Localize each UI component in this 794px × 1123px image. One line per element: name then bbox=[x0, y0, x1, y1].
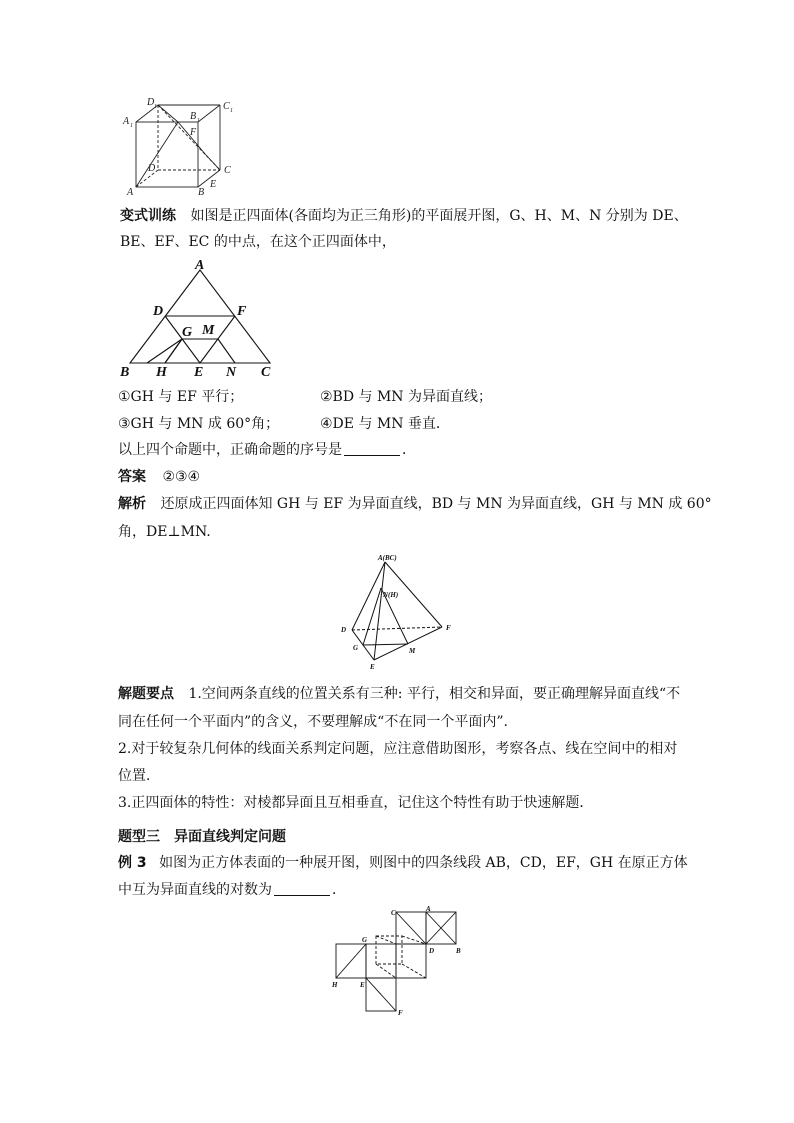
cube-sub-c1: 1 bbox=[230, 108, 233, 114]
cube-sub-b1: 1 bbox=[197, 118, 200, 124]
cube-label-c1: C bbox=[223, 101, 230, 112]
answer-blank bbox=[344, 441, 400, 456]
tetra-label-g: G bbox=[353, 644, 359, 652]
net-label-f: F bbox=[398, 1009, 403, 1017]
tri-label-e: E bbox=[194, 365, 204, 378]
option-3: ③GH 与 MN 成 60°角； bbox=[118, 416, 280, 432]
example-3-text-2: 中互为异面直线的对数为 bbox=[118, 882, 272, 898]
example-3-text-1: 如图为正方体表面的一种展开图，则图中的四条线段 AB，CD，EF，GH 在原正方体 bbox=[159, 855, 688, 871]
net-label-g: G bbox=[362, 936, 368, 944]
cube-label-a: A bbox=[127, 187, 134, 198]
analysis-line-1 bbox=[118, 494, 712, 514]
example-3-blank bbox=[274, 881, 330, 896]
cube-label-d1: D bbox=[147, 97, 155, 108]
net-label-a: A bbox=[426, 906, 431, 913]
net-label-d: D bbox=[429, 947, 435, 955]
tetra-label-d: D bbox=[341, 626, 347, 634]
tetra-label-e: E bbox=[370, 663, 375, 671]
example-3-end: ． bbox=[332, 882, 346, 898]
variant-head: 变式训练 bbox=[120, 208, 176, 224]
tri-label-h: H bbox=[156, 365, 167, 378]
option-4: ④DE 与 MN 垂直． bbox=[320, 416, 450, 432]
analysis-label: 解析 bbox=[118, 496, 146, 512]
variant-text-1: 如图是正四面体(各面均为正三角形)的平面展开图，G、H、M、N 分别为 DE、 bbox=[190, 208, 688, 224]
cube-label-a1: A bbox=[123, 116, 130, 127]
key-points-line-5: 3.正四面体的特性：对棱都异面且互相垂直，记住这个特性有助于快速解题． bbox=[118, 795, 594, 811]
key-points-line-1 bbox=[118, 684, 680, 704]
example-3-line-1 bbox=[118, 853, 688, 873]
cube-label-b: B bbox=[198, 187, 205, 198]
key-points-text-1: 1.空间两条直线的位置关系有三种: 平行，相交和异面，要正确理解异面直线“不 bbox=[188, 686, 681, 702]
tetra-label-f: F bbox=[446, 624, 451, 632]
answer-label: 答案 bbox=[118, 469, 146, 485]
net-label-c: C bbox=[391, 909, 396, 917]
tri-label-b: B bbox=[120, 365, 130, 378]
cube-figure bbox=[120, 95, 250, 200]
question-text: 以上四个命题中，正确命题的序号是 bbox=[118, 442, 342, 458]
net-label-h: H bbox=[332, 981, 338, 989]
variant-line-2: BE、EF、EC 的中点，在这个正四面体中， bbox=[120, 234, 396, 250]
cube-net-figure bbox=[326, 906, 476, 1018]
cube-label-c: C bbox=[224, 165, 231, 176]
tri-label-c: C bbox=[261, 365, 271, 378]
cube-label-f: F bbox=[190, 127, 197, 138]
tetra-label-n: N(H) bbox=[383, 591, 399, 599]
tetra-label-a: A(BC) bbox=[378, 554, 397, 562]
cube-sub-a1: 1 bbox=[130, 123, 133, 129]
variant-line-1 bbox=[120, 206, 688, 226]
net-label-e: E bbox=[360, 981, 365, 989]
key-points-line-2: 同在任何一个平面内”的含义，不要理解成“不在同一个平面内”. bbox=[118, 714, 508, 730]
question-line bbox=[118, 440, 416, 460]
answer-value: ②③④ bbox=[162, 469, 201, 485]
answer-line bbox=[118, 467, 200, 487]
example-3-label: 例 3 bbox=[118, 855, 147, 871]
key-points-line-3: 2.对于较复杂几何体的线面关系判定问题，应注意借助图形，考察各点、线在空间中的相对 bbox=[118, 741, 678, 757]
net-label-b: B bbox=[456, 947, 461, 955]
option-1: ①GH 与 EF 平行； bbox=[118, 389, 244, 405]
example-3-line-2 bbox=[118, 880, 346, 900]
cube-sub-d1: 1 bbox=[154, 104, 157, 110]
tetrahedron-figure bbox=[336, 552, 464, 672]
tri-label-a: A bbox=[195, 258, 205, 273]
tetra-label-m: M bbox=[409, 647, 416, 655]
cube-label-e: E bbox=[210, 179, 217, 190]
cube-label-d: D bbox=[148, 163, 156, 174]
tri-label-g: G bbox=[182, 325, 193, 340]
tri-label-m: M bbox=[202, 323, 215, 338]
option-2: ②BD 与 MN 为异面直线； bbox=[320, 389, 492, 405]
cube-label-b1: B bbox=[190, 111, 197, 122]
key-points-line-4: 位置． bbox=[118, 768, 160, 784]
analysis-text-1: 还原成正四面体知 GH 与 EF 为异面直线，BD 与 MN 为异面直线，GH 与 MN 成 60° bbox=[160, 496, 712, 512]
tri-label-d: D bbox=[153, 304, 164, 319]
analysis-line-2: 角，DE⊥MN. bbox=[118, 524, 211, 540]
tetra-net-figure bbox=[118, 256, 283, 378]
tri-label-n: N bbox=[226, 365, 237, 378]
question-end: ． bbox=[402, 442, 416, 458]
key-points-label: 解题要点 bbox=[118, 686, 174, 702]
tri-label-f: F bbox=[237, 304, 247, 319]
section-3-title: 题型三 异面直线判定问题 bbox=[118, 829, 286, 845]
